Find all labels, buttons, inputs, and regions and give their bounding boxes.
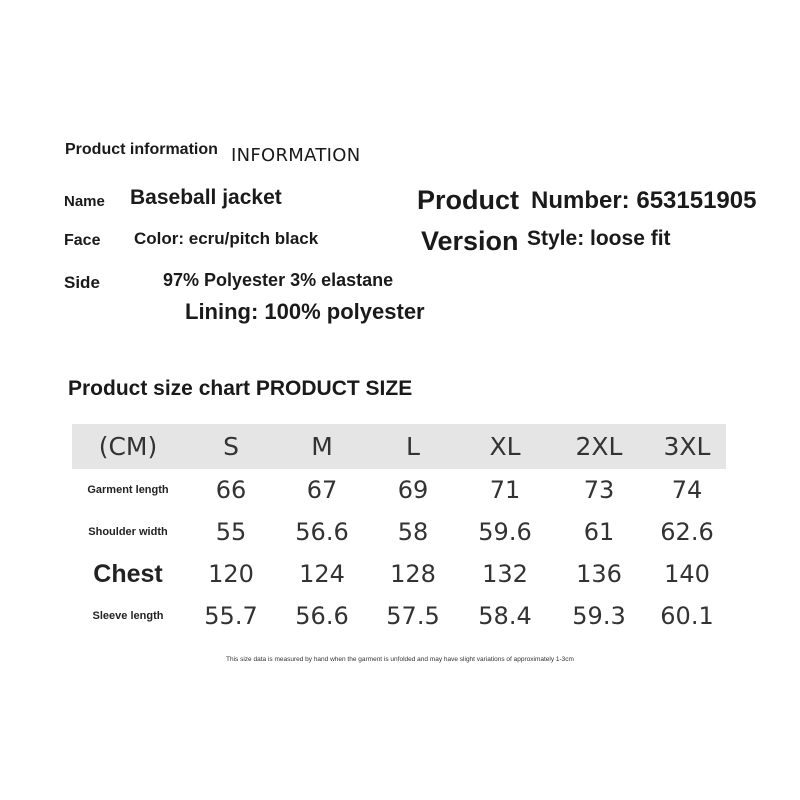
size-header: 3XL [663,432,711,461]
table-row [72,469,726,511]
table-cell: 136 [576,560,622,588]
table-cell: 120 [208,560,254,588]
lining-value: Lining: 100% polyester [185,299,425,324]
table-cell: 55 [215,518,247,546]
table-cell: 61 [583,518,615,546]
table-cell: 140 [664,560,710,588]
product-number-value: Number: 653151905 [531,187,757,214]
size-header: S [223,432,239,461]
row-label: Chest [93,559,163,588]
size-header: XL [489,432,521,461]
size-table [72,424,726,637]
table-cell: 128 [390,560,436,588]
size-chart-title: Product size chart PRODUCT SIZE [68,377,413,400]
measurement-note: This size data is measured by hand when the garment is unfolded and may have slight variations of approximately 1-3cm [226,656,574,663]
face-value: Color: ecru/pitch black [134,229,319,248]
table-cell: 69 [397,476,429,504]
product-number-label: Product [417,185,520,215]
table-cell: 56.6 [295,518,349,546]
version-label: Version [421,226,519,256]
table-cell: 74 [671,476,703,504]
side-value: 97% Polyester 3% elastane [163,270,394,290]
table-cell: 55.7 [204,602,258,630]
table-row [72,553,726,595]
table-cell: 59.6 [478,518,532,546]
table-row [72,511,726,553]
table-cell: 62.6 [660,518,714,546]
table-cell: 58.4 [478,602,532,630]
table-cell: 66 [215,476,247,504]
table-cell: 132 [482,560,528,588]
table-cell: 71 [489,476,521,504]
table-cell: 67 [306,476,338,504]
size-header: M [311,432,333,461]
table-cell: 73 [583,476,615,504]
table-cell: 59.3 [572,602,626,630]
table-cell: 124 [299,560,345,588]
table-row [72,595,726,637]
size-header: L [406,432,420,461]
table-cell: 60.1 [660,602,714,630]
face-label: Face [64,232,101,249]
table-cell: 58 [397,518,429,546]
row-label: Sleeve length [92,610,164,622]
size-header: 2XL [575,432,623,461]
name-value: Baseball jacket [130,186,282,209]
table-header-row [72,424,726,469]
unit-header: (CM) [98,432,158,461]
table-cell: 57.5 [386,602,440,630]
row-label: Shoulder width [88,526,168,538]
row-label: Garment length [87,484,169,496]
info-title-en: INFORMATION [231,145,361,166]
name-label: Name [64,193,105,210]
side-label: Side [64,273,100,292]
table-cell: 56.6 [295,602,349,630]
version-value: Style: loose fit [527,227,671,250]
info-title: Product information [65,141,218,158]
